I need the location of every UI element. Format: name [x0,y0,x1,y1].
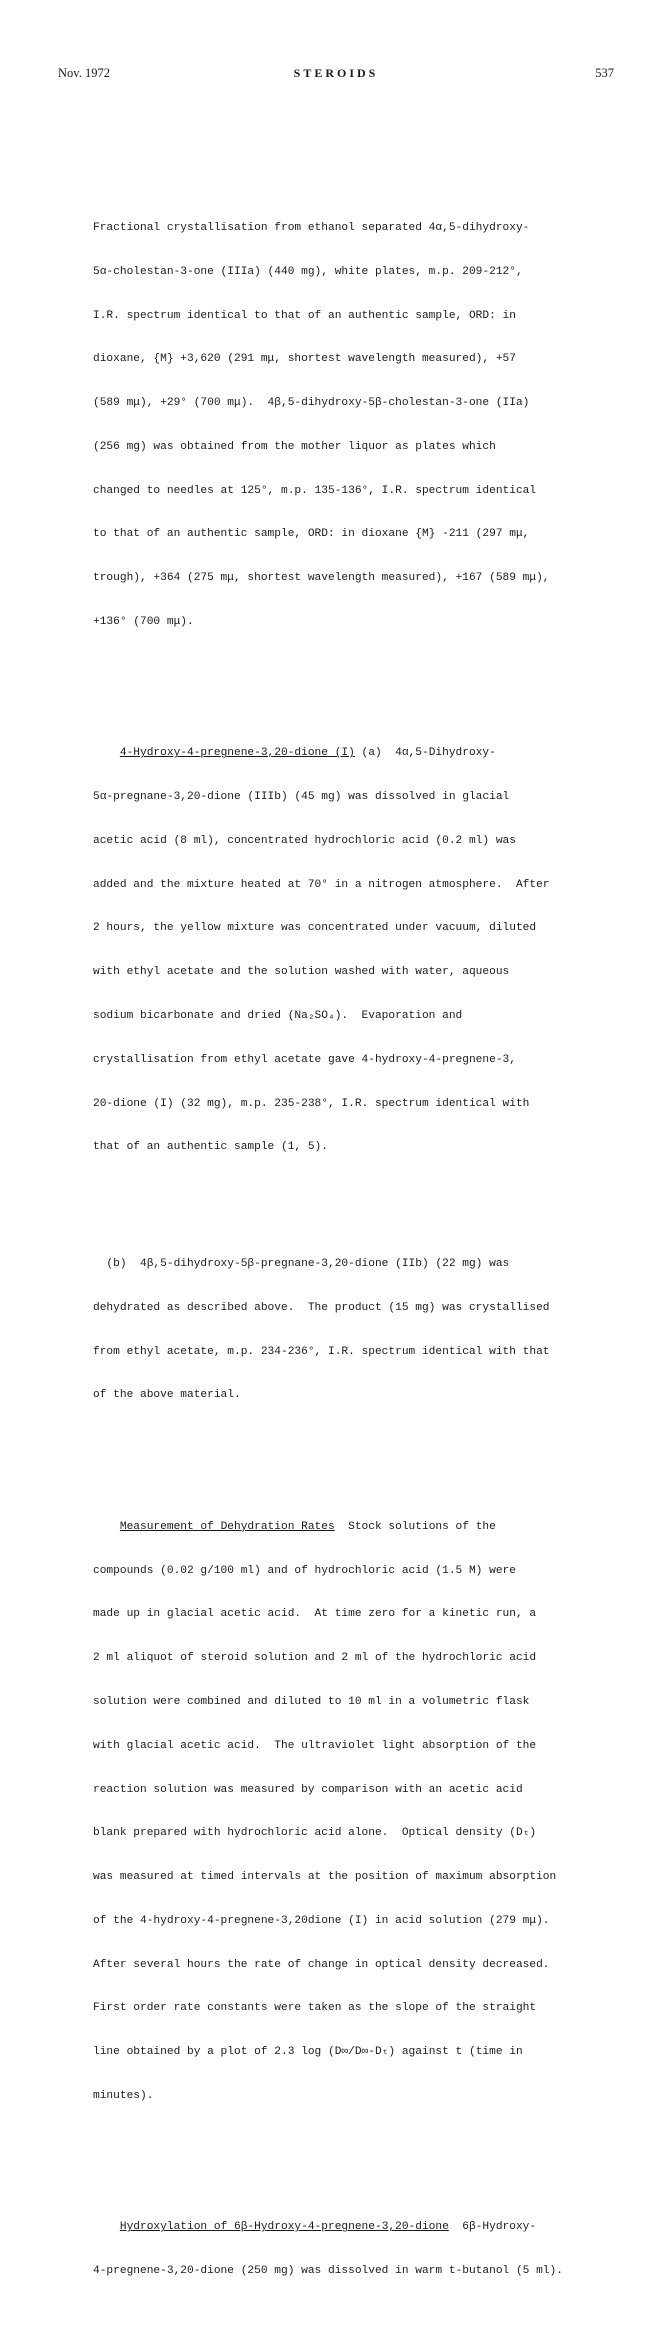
heading-continuation: 6β-Hydroxy- [448,2221,537,2234]
text-line: dioxane, {M} +3,620 (291 mμ, shortest wavelength measured), +57 [93,353,516,366]
text-line: First order rate constants were taken as the slope of the straight [93,2002,537,2015]
text-line: that of an authentic sample (1, 5). [93,1141,328,1154]
section-heading: 4-Hydroxy-4-pregnene-3,20-dione (I) [119,747,355,760]
text-line: to that of an authentic sample, ORD: in dioxane {M} -211 (297 mμ, [93,528,530,541]
text-line: 2 ml aliquot of steroid solution and 2 ml of the hydrochloric acid [93,1652,537,1665]
page-number: 537 [595,66,614,80]
text-line: 5α-pregnane-3,20-dione (IIIb) (45 mg) was dissolved in glacial [93,791,510,804]
text-line: trough), +364 (275 mμ, shortest wavelength measured), +167 (589 mμ), [93,572,550,585]
text-line [93,746,603,761]
text-line: sodium bicarbonate and dried (Na₂SO₄). Evaporation and [93,1010,463,1023]
heading-continuation: (a) 4α,5-Dihydroxy- [354,747,496,760]
running-header [58,66,614,86]
text-line: (b) 4β,5-dihydroxy-5β-pregnane-3,20-dione (IIb) (22 mg) was [93,1258,510,1271]
text-line: minutes). [93,2089,154,2102]
text-line: dehydrated as described above. The product (15 mg) was crystallised [93,1301,550,1314]
paragraph-crystallisation [93,192,603,659]
text-line: (589 mμ), +29° (700 mμ). 4β,5-dihydroxy-5β-cholestan-3-one (IIa) [93,397,530,410]
text-line: blank prepared with hydrochloric acid alone. Optical density (Dₜ) [93,1827,537,1840]
text-line: with ethyl acetate and the solution washed with water, aqueous [93,966,510,979]
text-line: compounds (0.02 g/100 ml) and of hydrochloric acid (1.5 M) were [93,1564,516,1577]
text-line: made up in glacial acetic acid. At time zero for a kinetic run, a [93,1608,537,1621]
text-line: crystallisation from ethyl acetate gave 4-hydroxy-4-pregnene-3, [93,1053,516,1066]
text-line: 20-dione (I) (32 mg), m.p. 235-238°, I.R. spectrum identical with [93,1097,530,1110]
text-line: solution were combined and diluted to 10 ml in a volumetric flask [93,1695,530,1708]
text-line: with glacial acetic acid. The ultraviolet light absorption of the [93,1739,537,1752]
paragraph-hydroxy-pregnene [93,717,603,1184]
journal-title: STEROIDS [293,66,379,80]
text-line [93,2220,603,2235]
text-line: acetic acid (8 ml), concentrated hydrochloric acid (0.2 ml) was [93,834,516,847]
text-line: was measured at timed intervals at the position of maximum absorption [93,1871,557,1884]
issue-date: Nov. 1972 [58,66,110,80]
text-line: changed to needles at 125°, m.p. 135-136°, I.R. spectrum identical [93,484,537,497]
text-line [93,1520,603,1535]
paragraph-dehydration-rates [93,1491,603,2133]
text-line: After several hours the rate of change in optical density decreased. [93,1958,550,1971]
paragraph-hydroxylation [93,2191,603,2308]
text-line: from ethyl acetate, m.p. 234-236°, I.R. spectrum identical with that [93,1345,550,1358]
section-heading: Measurement of Dehydration Rates [119,1520,335,1533]
text-line: (256 mg) was obtained from the mother liquor as plates which [93,440,496,453]
text-line: of the 4-hydroxy-4-pregnene-3,20dione (I) in acid solution (279 mμ). [93,1914,550,1927]
text-line: 4-pregnene-3,20-dione (250 mg) was dissolved in warm t-butanol (5 ml). [93,2265,563,2278]
article-body [93,148,603,2352]
text-line: line obtained by a plot of 2.3 log (D∞/D∞-Dₜ) against t (time in [93,2046,523,2059]
paragraph-part-b [93,1228,603,1432]
text-line: reaction solution was measured by comparison with an acetic acid [93,1783,523,1796]
text-line: I.R. spectrum identical to that of an authentic sample, ORD: in [93,309,516,322]
section-heading: Hydroxylation of 6β-Hydroxy-4-pregnene-3,20-dione [119,2221,449,2234]
text-line: 5α-cholestan-3-one (IIIa) (440 mg), white plates, m.p. 209-212°, [93,265,523,278]
text-line: of the above material. [93,1389,241,1402]
text-line: added and the mixture heated at 70° in a nitrogen atmosphere. After [93,878,550,891]
heading-continuation: Stock solutions of the [334,1520,496,1533]
text-line: +136° (700 mμ). [93,616,194,628]
text-line: Fractional crystallisation from ethanol separated 4α,5-dihydroxy- [93,221,530,234]
text-line: 2 hours, the yellow mixture was concentrated under vacuum, diluted [93,922,537,935]
